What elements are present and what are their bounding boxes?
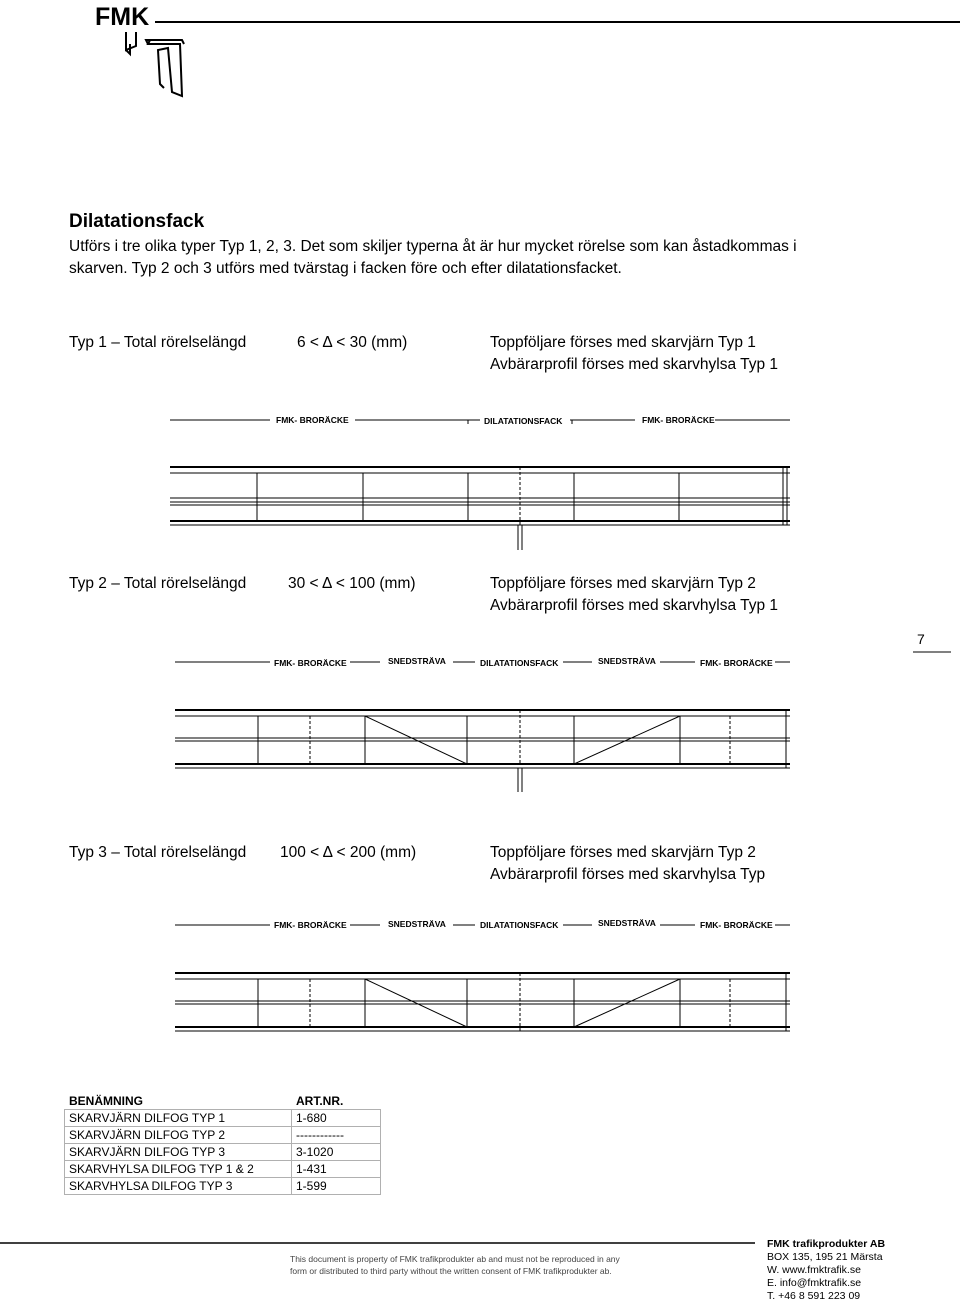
d2-label-center: DILATATIONSFACK [480,658,559,668]
typ1-range: 6 < Δ < 30 (mm) [297,334,408,351]
row-artnr: ------------ [292,1127,381,1144]
row-name: SKARVHYLSA DILFOG TYP 3 [65,1178,292,1195]
row-name: SKARVHYLSA DILFOG TYP 1 & 2 [65,1161,292,1178]
page-number: 7 [917,631,925,647]
d2-label-right: FMK- BRORÄCKE [700,658,773,668]
typ1-name: Typ 1 – Total rörelselängd [69,334,247,351]
company-email: E. info@fmktrafik.se [767,1277,862,1289]
typ3-line1: Toppföljare förses med skarvjärn Typ 2 [490,844,756,861]
table-row [65,1144,381,1161]
logo-text: FMK [93,3,155,32]
d3-label-left: FMK- BRORÄCKE [274,920,347,930]
row-artnr: 3-1020 [292,1144,381,1161]
d2-label-left: FMK- BRORÄCKE [274,658,347,668]
row-name: SKARVJÄRN DILFOG TYP 1 [65,1110,292,1127]
company-block [767,1238,885,1303]
company-phone: T. +46 8 591 223 09 [767,1290,861,1302]
d2-label-sned1: SNEDSTRÄVA [388,656,446,666]
page-number-rule [913,650,953,654]
typ2-name: Typ 2 – Total rörelselängd [69,575,247,592]
parts-table [64,1092,381,1195]
d1-label-left: FMK- BRORÄCKE [276,415,349,425]
d3-label-right: FMK- BRORÄCKE [700,920,773,930]
typ3-range: 100 < Δ < 200 (mm) [280,844,417,861]
company-web: W. www.fmktrafik.se [767,1264,861,1276]
typ1-line2: Avbärarprofil förses med skarvhylsa Typ 1 [490,356,779,373]
typ3-name: Typ 3 – Total rörelselängd [69,844,247,861]
d2-label-sned2: SNEDSTRÄVA [598,656,656,666]
table-row [65,1127,381,1144]
drawing-typ1 [170,405,800,555]
d1-label-right: FMK- BRORÄCKE [642,415,715,425]
intro-paragraph: Utförs i tre olika typer Typ 1, 2, 3. Det som skiljer typerna åt är hur mycket rörelse som kan åstadkommas i skarven. Typ 2 och 3 utförs med tvärstag i facken före och efter dilatationsfacket. [69,238,797,277]
row-artnr: 1-431 [292,1161,381,1178]
company-name: FMK trafikprodukter AB [767,1238,886,1250]
row-artnr: 1-680 [292,1110,381,1127]
row-name: SKARVJÄRN DILFOG TYP 3 [65,1144,292,1161]
footer-disclaimer [290,1253,620,1277]
drawing-typ2 [170,652,800,802]
header-benamning: BENÄMNING [65,1093,292,1110]
drawing-typ3 [170,913,800,1063]
company-address: BOX 135, 195 21 Märsta [767,1251,883,1263]
row-artnr: 1-599 [292,1178,381,1195]
header-logo-area [60,0,960,100]
typ1-line1: Toppföljare förses med skarvjärn Typ 1 [490,334,756,351]
footer-note-line2: form or distributed to third party without the written consent of FMK trafikprodukter ab. [290,1266,612,1276]
typ2-line1: Toppföljare förses med skarvjärn Typ 2 [490,575,756,592]
d1-label-center: DILATATIONSFACK [484,416,563,426]
d3-label-center: DILATATIONSFACK [480,920,559,930]
header-artnr: ART.NR. [292,1093,381,1110]
typ2-range: 30 < Δ < 100 (mm) [288,575,416,592]
table-row [65,1110,381,1127]
row-name: SKARVJÄRN DILFOG TYP 2 [65,1127,292,1144]
d3-label-sned2: SNEDSTRÄVA [598,918,656,928]
footer-note-line1: This document is property of FMK trafikprodukter ab and must not be reproduced in any [290,1254,620,1264]
table-row [65,1161,381,1178]
typ2-line2: Avbärarprofil förses med skarvhylsa Typ 1 [490,597,779,614]
d3-label-sned1: SNEDSTRÄVA [388,919,446,929]
table-header-row [65,1093,381,1110]
page-title: Dilatationsfack [69,211,205,232]
table-row [65,1178,381,1195]
typ3-line2: Avbärarprofil förses med skarvhylsa Typ [490,866,766,883]
